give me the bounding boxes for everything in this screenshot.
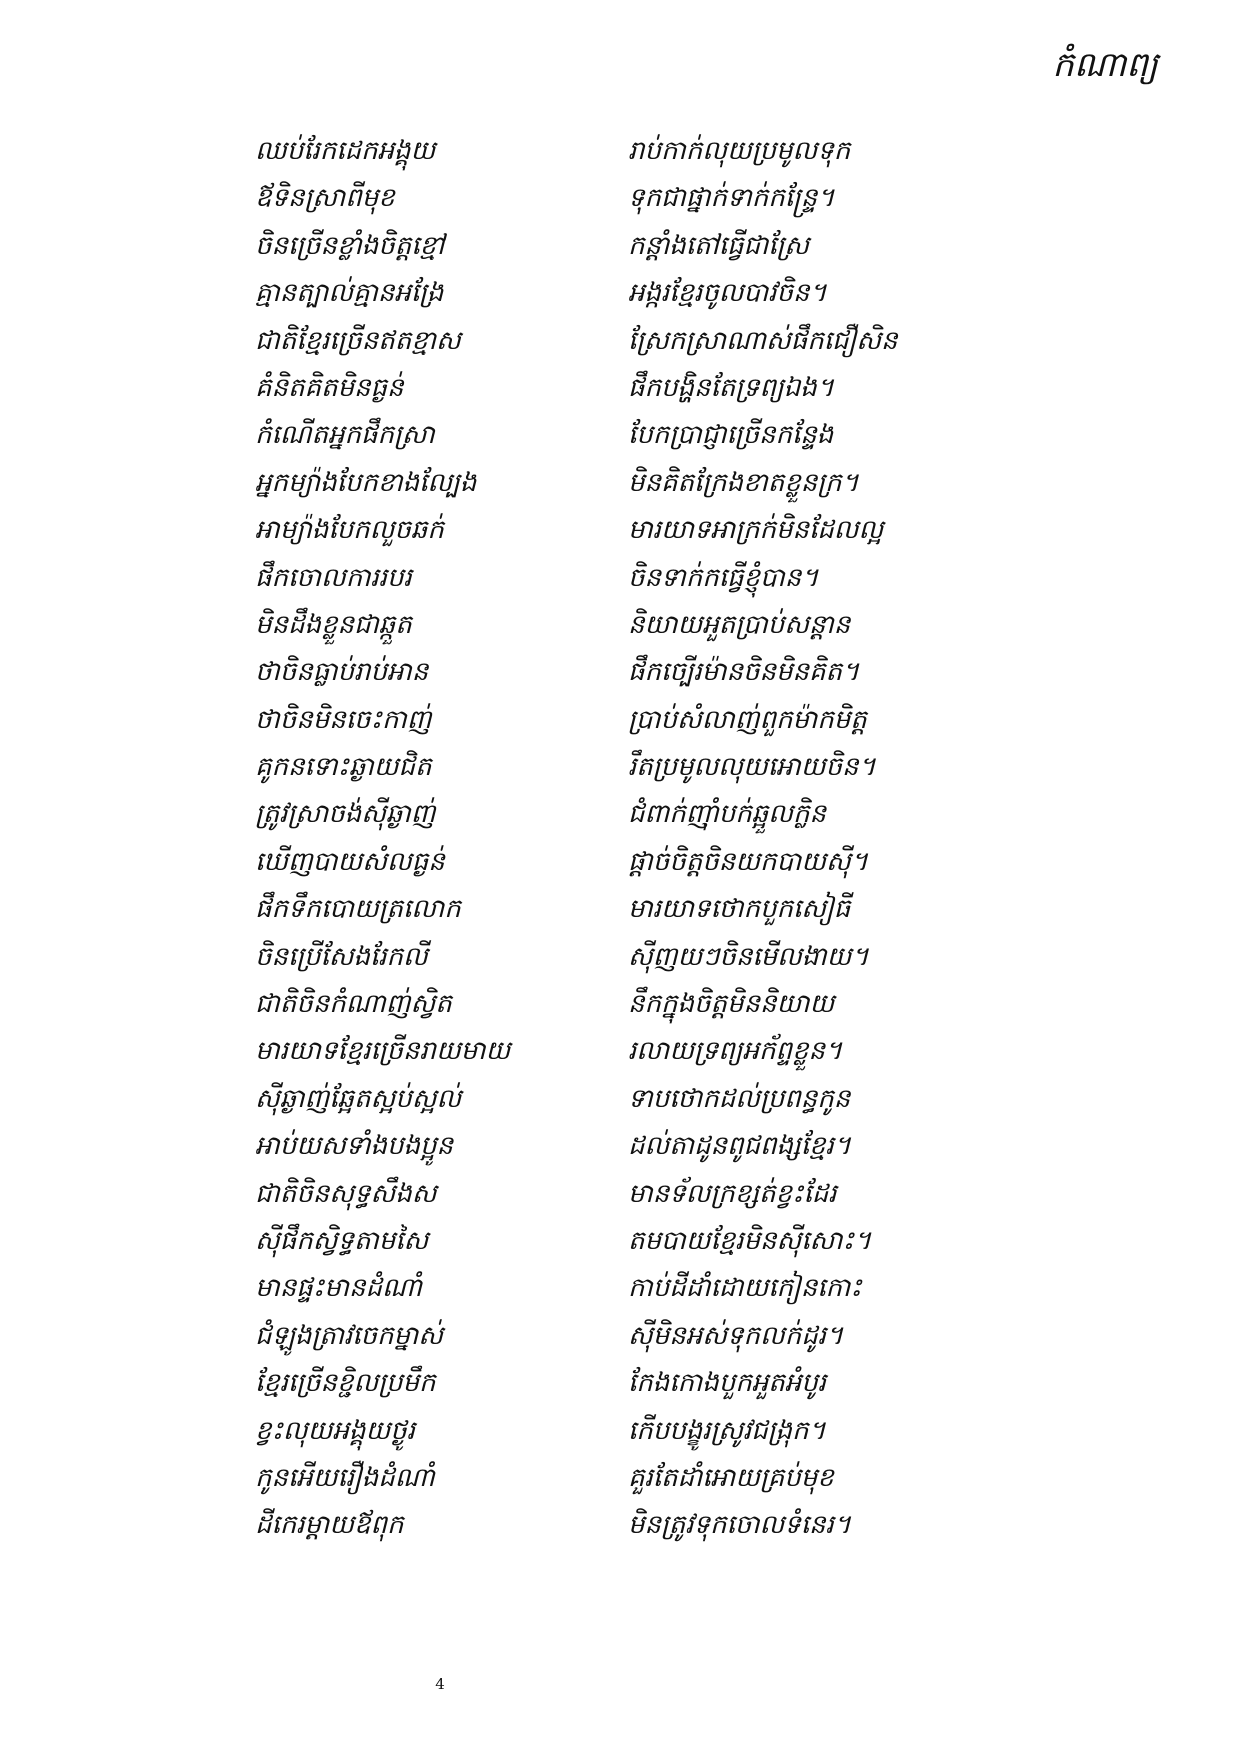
poem-row	[0, 128, 1240, 175]
verse-left: ជាតិចិនកំណាញ់ស្វិត	[255, 989, 452, 1020]
poem-row	[0, 507, 1240, 554]
poem-row	[0, 1076, 1240, 1123]
verse-left: មានផ្ទះមានដំណាំ	[255, 1273, 422, 1304]
verse-right: ស៊ីមិនអស់ទុកលក់ដូរ។	[628, 1320, 844, 1351]
poem-row	[0, 460, 1240, 507]
poem-row	[0, 175, 1240, 222]
verse-right: អង្ករខ្មែរចូលបាវចិន។	[628, 278, 827, 309]
poem-row	[0, 744, 1240, 791]
poem-row	[0, 318, 1240, 365]
verse-right: ចិនទាក់កធ្វើខ្ញុំបាន។	[628, 562, 819, 593]
poem-row	[0, 697, 1240, 744]
poem-row	[0, 981, 1240, 1028]
poem-row	[0, 1360, 1240, 1407]
verse-left: គ្មានត្បាល់គ្មានអង្រែ	[255, 278, 444, 309]
verse-right: មានទ័លក្រខ្សត់ខ្វះដែរ	[628, 1178, 837, 1209]
verse-left: គូកនទោះឆ្ងាយជិត	[255, 752, 432, 783]
verse-left: កំណើតអ្នកផឹកស្រា	[255, 420, 435, 451]
verse-left: ឃើញបាយសំលធ្ងន់	[255, 846, 445, 877]
verse-left: គំនិតគិតមិនធ្ងន់	[255, 372, 404, 403]
verse-right: ផឹកច្បើរម៉ានចិនមិនគិត។	[628, 657, 860, 688]
verse-left: ផឹកទឹកបោយត្រលោក	[255, 894, 461, 925]
poem-row	[0, 1408, 1240, 1455]
verse-right: ដល់តាដូនពូជពង្សខ្មែរ។	[628, 1131, 851, 1162]
verse-right: គួរតែដាំអោយគ្រប់មុខ	[628, 1462, 834, 1493]
verse-left: អាម្យ៉ាងបែកលួចឆក់	[255, 515, 444, 546]
verse-left: ចិនច្រើនខ្លាំងចិត្តខ្មៅ	[255, 230, 445, 261]
poem-row	[0, 412, 1240, 459]
verse-right: បែកប្រាជ្ញាច្រើនកន្ទែង	[628, 420, 834, 451]
verse-right: រឹតប្រមូលលុយអោយចិន។	[628, 752, 876, 783]
verse-right: ផឹកបង្ហិនតែទ្រព្យឯង។	[628, 372, 834, 403]
poem-row	[0, 1313, 1240, 1360]
verse-left: ជាតិខ្មែរច្រើនឥតខ្មាស	[255, 325, 461, 356]
verse-left: មារយាទខ្មែរច្រើនរាយមាយ	[255, 1036, 511, 1067]
verse-right: មារយាទថោកបួកសៀធី	[628, 894, 851, 925]
verse-left: ស៊ីផឹកស្វិទ្ធតាមសៃ	[255, 1225, 429, 1256]
verse-right: កើបបង្ខូរស្រូវជង្រុក។	[628, 1415, 826, 1446]
verse-left: ជាតិចិនសុទ្ធសឹងស	[255, 1178, 437, 1209]
verse-right: មិនត្រូវទុកចោលទំនេរ។	[628, 1510, 851, 1541]
verse-left: អ្នកម្យ៉ាងបែកខាងល្បែង	[255, 467, 477, 498]
verse-right: រាប់កាក់លុយប្រមូលទុក	[628, 136, 851, 166]
verse-right: នឹកក្នុងចិត្តមិននិយាយ	[628, 989, 835, 1020]
poem-row	[0, 1265, 1240, 1312]
poem-row	[0, 223, 1240, 270]
verse-left: មិនដឹងខ្លួនជាឆ្កួត	[255, 609, 412, 640]
poem-row	[0, 1502, 1240, 1549]
poem-row	[0, 934, 1240, 981]
poem-row	[0, 791, 1240, 838]
verse-right: មារយាទអាក្រក់មិនដែលល្អ	[628, 515, 884, 546]
verse-right: ជំពាក់ញ៉ាំបក់ឆ្អួលក្លិន	[628, 799, 827, 830]
verse-left: ផឹកចោលការរបរ	[255, 562, 412, 593]
poem-row	[0, 1123, 1240, 1170]
poem-row	[0, 1028, 1240, 1075]
verse-right: ប្រាប់សំលាញ់ពួកម៉ាកមិត្ត	[628, 704, 867, 735]
verse-left: ស៊ីឆ្ងាញ់ឆ្អែតស្អប់ស្អល់	[255, 1083, 462, 1114]
verse-left: កូនអើយរឿងដំណាំ	[255, 1462, 435, 1493]
poem-row	[0, 839, 1240, 886]
verse-left: ចិនប្រើសែងរែកលី	[255, 941, 428, 972]
verse-right: ទាបថោកដល់ប្រពន្ធកូន	[628, 1083, 851, 1114]
poem-row	[0, 1218, 1240, 1265]
verse-left: ដីកេរម្តាយឪពុក	[255, 1510, 404, 1541]
verse-left: ឪទិនស្រាពីមុខ	[255, 183, 395, 214]
verse-left: ថាចិនធ្លាប់រាប់អាន	[255, 657, 429, 688]
poem-row	[0, 270, 1240, 317]
poem-row	[0, 649, 1240, 696]
verse-right: តមបាយខ្មែរមិនស៊ីសោះ។	[628, 1225, 872, 1256]
poem	[0, 128, 1240, 1550]
poem-row	[0, 886, 1240, 933]
verse-left: ត្រូវស្រាចង់ស៊ីឆ្ងាញ់	[255, 799, 436, 830]
verse-right: កាប់ដីដាំដោយកៀនកោះ	[628, 1273, 862, 1304]
verse-right: ផ្តាច់ចិត្តចិនយកបាយស៊ី។	[628, 846, 868, 877]
verse-right: ទុកជាផ្នាក់ទាក់កន្ទ្រែ។	[628, 183, 835, 214]
verse-left: ខ្វះលុយអង្គុយថ្ងូរ	[255, 1415, 415, 1446]
verse-left: ឈប់រែកដេកអង្គុយ	[255, 136, 436, 166]
poem-row	[0, 602, 1240, 649]
verse-left: ជំឡូងត្រាវចេកម្នាស់	[255, 1320, 444, 1351]
poem-row	[0, 1171, 1240, 1218]
verse-left: ថាចិនមិនចេះកាញ់	[255, 704, 432, 735]
verse-right: ស៊ីញយៗចិនមើលងាយ។	[628, 941, 869, 972]
poem-row	[0, 1455, 1240, 1502]
verse-left: ខ្មែរច្រើនខ្ជិលប្រមឹក	[255, 1368, 436, 1399]
page-number: 4	[435, 1675, 445, 1693]
poem-row	[0, 365, 1240, 412]
page-title: កំណាព្យ	[1052, 45, 1158, 85]
verse-right: ស្រែកស្រាណាស់ផឹកជឿសិន	[628, 325, 898, 356]
verse-right: កន្តាំងតៅធ្វើជាស្រែ	[628, 230, 810, 261]
poem-row	[0, 555, 1240, 602]
verse-left: អាប់យសទាំងបងប្អូន	[255, 1131, 454, 1162]
verse-right: មិនគិតក្រែងខាតខ្លួនក្រ។	[628, 467, 859, 498]
verse-right: និយាយអួតប្រាប់សន្តាន	[628, 609, 851, 640]
verse-right: កែងកោងបួកអួតអំបូរ	[628, 1368, 827, 1399]
verse-right: រលាយទ្រព្យអក័ព្ទខ្លួន។	[628, 1036, 843, 1067]
